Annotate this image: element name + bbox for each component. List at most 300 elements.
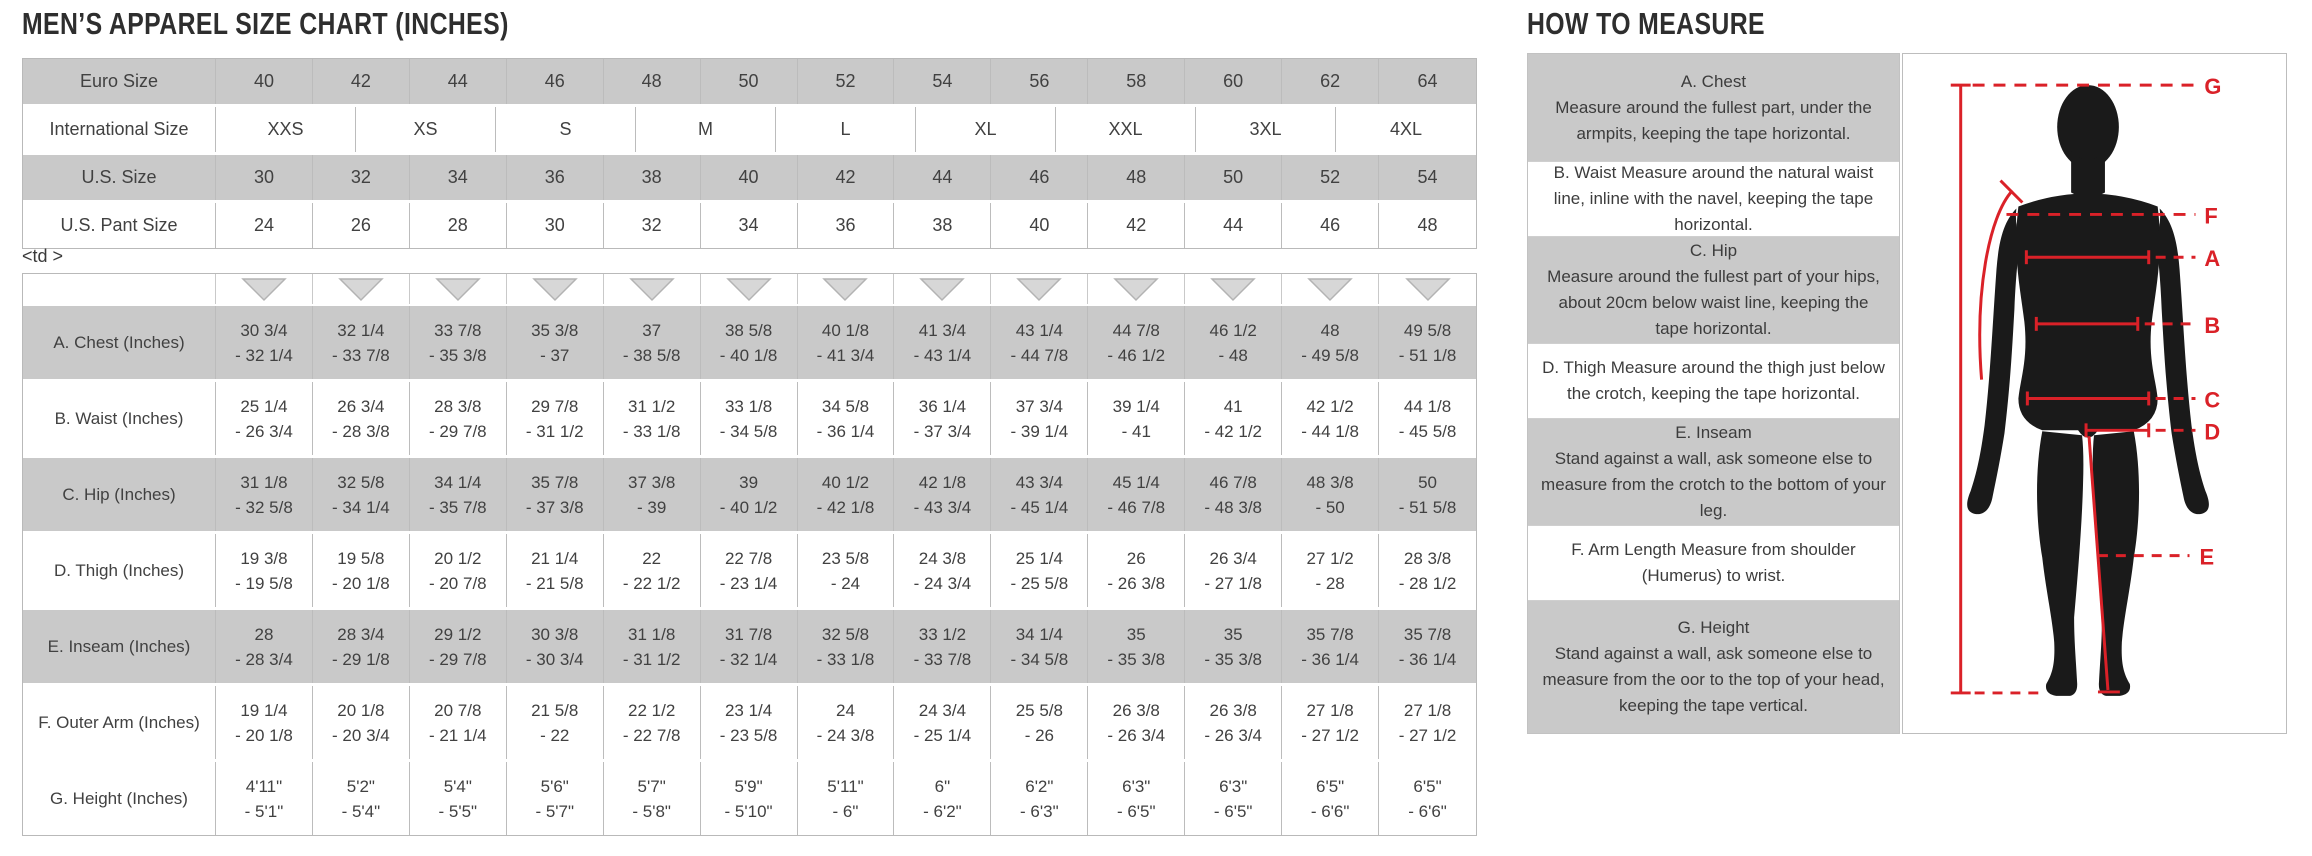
sort-header-cell[interactable] (991, 274, 1088, 304)
measure-range-cell (798, 458, 895, 531)
sort-header-cell[interactable] (701, 274, 798, 304)
measure-range-cell (1379, 686, 1476, 759)
range-upper: 35 3/8 (531, 320, 579, 340)
measure-row-label: D. Thigh (Inches) (23, 534, 216, 607)
sort-triangle-icon (822, 277, 868, 302)
range-lower: - 39 1/4 (1010, 421, 1069, 441)
measure-instruction (1528, 344, 1899, 419)
size-row-label: U.S. Size (23, 155, 216, 200)
size-cell: XXS (216, 107, 356, 152)
measure-range-cell (894, 306, 991, 379)
instruction-text: Stand against a wall, ask someone else to measure from the crotch to the bottom of your leg. (1541, 449, 1886, 520)
sort-header-cell[interactable] (1282, 274, 1379, 304)
sort-header-cell[interactable] (313, 274, 410, 304)
measure-range-cell (216, 534, 313, 607)
range-lower: - 6'5" (1116, 801, 1156, 821)
range-upper: 26 (1126, 548, 1146, 568)
range-lower: - 20 7/8 (428, 573, 487, 593)
size-cell: 4XL (1336, 107, 1476, 152)
label-G: G (2204, 74, 2222, 100)
range-upper: 30 3/4 (240, 320, 288, 340)
measure-range-cell (701, 382, 798, 455)
measure-range-cell (701, 610, 798, 683)
measure-range-cell (410, 458, 507, 531)
measure-table-row (23, 306, 1476, 382)
range-lower: - 26 3/4 (235, 421, 293, 441)
measure-range-cell (991, 610, 1088, 683)
instruction-text: Stand against a wall, ask someone else to measure from the oor to the top of your head, keeping the tape vertical. (1542, 644, 1885, 715)
sort-header-cell[interactable] (1185, 274, 1282, 304)
range-upper: 42 1/8 (918, 472, 967, 492)
measure-range-cell (894, 458, 991, 531)
range-lower: - 27 1/2 (1301, 725, 1359, 745)
size-cell: 44 (410, 59, 507, 104)
range-lower: - 44 1/8 (1301, 421, 1359, 441)
range-lower: - 29 1/8 (332, 649, 390, 669)
label-C: C (2204, 387, 2221, 413)
range-lower: - 33 1/8 (816, 649, 875, 669)
sort-header-cell[interactable] (410, 274, 507, 304)
sort-triangle-icon (1016, 277, 1062, 302)
range-lower: - 44 7/8 (1010, 345, 1069, 365)
range-lower: - 24 (830, 573, 861, 593)
measure-instruction (1528, 419, 1899, 526)
measure-range-cell (1088, 762, 1185, 835)
measure-range-cell (1088, 306, 1185, 379)
measure-range-cell (216, 458, 313, 531)
range-upper: 40 1/8 (821, 320, 870, 340)
range-upper: 39 (739, 472, 759, 492)
range-lower: - 32 5/8 (235, 497, 293, 517)
range-lower: - 46 1/2 (1107, 345, 1166, 365)
label-F: F (2204, 203, 2218, 229)
measure-range-cell (216, 686, 313, 759)
measure-range-cell (1088, 534, 1185, 607)
range-lower: - 5'1" (244, 801, 284, 821)
measure-range-cell (313, 610, 410, 683)
range-upper: 26 3/4 (1209, 548, 1257, 568)
range-lower: - 41 (1121, 421, 1151, 441)
size-cell: 44 (894, 155, 991, 200)
measure-range-cell (507, 686, 604, 759)
range-lower: - 33 1/8 (622, 421, 681, 441)
measure-range-cell (798, 534, 895, 607)
range-lower: - 42 1/2 (1204, 421, 1262, 441)
measure-instruction (1528, 601, 1899, 733)
size-cell: XS (356, 107, 496, 152)
size-cell: L (776, 107, 916, 152)
measure-table-row (23, 458, 1476, 534)
measure-range-cell (894, 762, 991, 835)
measure-range-cell (1282, 686, 1379, 759)
size-cell: 3XL (1196, 107, 1336, 152)
range-lower: - 41 3/4 (816, 345, 875, 365)
measure-range-cell (1282, 306, 1379, 379)
range-upper: 5'7" (637, 776, 666, 796)
range-lower: - 6'3" (1020, 801, 1059, 821)
range-lower: - 5'4" (341, 801, 381, 821)
range-lower: - 31 1/2 (525, 421, 584, 441)
range-upper: 42 1/2 (1306, 396, 1354, 416)
size-cell: 36 (798, 203, 895, 248)
range-lower: - 42 1/8 (816, 497, 875, 517)
size-cell: 32 (604, 203, 701, 248)
range-lower: - 38 5/8 (622, 345, 681, 365)
measure-range-cell (1379, 762, 1476, 835)
measure-row-label: C. Hip (Inches) (23, 458, 216, 531)
range-upper: 4'11" (245, 776, 283, 796)
range-upper: 20 7/8 (434, 700, 482, 720)
range-upper: 35 (1126, 624, 1146, 644)
measure-range-cell (798, 382, 895, 455)
range-lower: - 6'6" (1310, 801, 1350, 821)
range-upper: 32 5/8 (821, 624, 870, 644)
size-cell: 30 (216, 155, 313, 200)
measure-range-cell (1282, 382, 1379, 455)
sort-triangle-icon (241, 277, 287, 302)
range-lower: - 45 5/8 (1398, 421, 1457, 441)
range-upper: 21 1/4 (531, 548, 579, 568)
how-to-measure-title: HOW TO MEASURE (1527, 6, 1765, 41)
range-lower: - 27 1/2 (1398, 725, 1457, 745)
measure-range-cell (991, 686, 1088, 759)
range-upper: 6'3" (1219, 776, 1248, 796)
measure-instruction (1528, 237, 1899, 344)
sort-triangle-icon (1113, 277, 1159, 302)
range-lower: - 5'8" (632, 801, 671, 821)
range-upper: 40 1/2 (821, 472, 870, 492)
measure-table-header (23, 274, 1476, 306)
body-measurement-figure (1903, 54, 2286, 733)
size-cell: 48 (1088, 155, 1185, 200)
measure-table-row (23, 686, 1476, 762)
range-upper: 22 (642, 548, 662, 568)
measure-range-cell (507, 306, 604, 379)
range-upper: 25 1/4 (240, 396, 288, 416)
stray-markup-text: <td > (22, 246, 64, 266)
range-lower: - 39 (637, 497, 667, 517)
measurement-figure-box (1902, 53, 2287, 734)
range-upper: 30 3/8 (531, 624, 579, 644)
measure-range-cell (410, 306, 507, 379)
measure-range-cell (1379, 306, 1476, 379)
label-B: B (2204, 312, 2221, 338)
range-upper: 19 5/8 (337, 548, 385, 568)
label-E: E (2199, 544, 2215, 570)
range-upper: 22 7/8 (724, 548, 773, 568)
measure-range-cell (604, 686, 701, 759)
range-lower: - 26 3/4 (1107, 725, 1166, 745)
range-upper: 26 3/4 (337, 396, 385, 416)
range-upper: 37 3/8 (628, 472, 676, 492)
size-cell: 56 (991, 59, 1088, 104)
measure-row-label: F. Outer Arm (Inches) (23, 686, 216, 759)
sort-header-cell[interactable] (1088, 274, 1185, 304)
sort-header-cell[interactable] (1379, 274, 1476, 304)
range-lower: - 20 3/4 (332, 725, 390, 745)
range-lower: - 36 1/4 (1398, 649, 1457, 669)
measure-range-cell (410, 686, 507, 759)
range-upper: 31 1/8 (628, 624, 676, 644)
range-lower: - 37 (540, 345, 570, 365)
measure-table-row (23, 534, 1476, 610)
range-upper: 41 (1223, 396, 1243, 416)
range-lower: - 36 1/4 (816, 421, 875, 441)
measure-range-cell (1379, 534, 1476, 607)
range-lower: - 48 (1218, 345, 1248, 365)
range-upper: 32 5/8 (337, 472, 385, 492)
range-lower: - 24 3/8 (816, 725, 875, 745)
sort-triangle-icon (919, 277, 965, 302)
range-upper: 32 1/4 (337, 320, 385, 340)
range-upper: 26 3/8 (1112, 700, 1160, 720)
range-upper: 28 3/8 (1403, 548, 1452, 568)
range-upper: 21 5/8 (531, 700, 579, 720)
measure-range-cell (507, 762, 604, 835)
range-upper: 5'2" (346, 776, 375, 796)
range-upper: 39 1/4 (1112, 396, 1160, 416)
size-cell: 50 (701, 59, 798, 104)
size-cell: 24 (216, 203, 313, 248)
measure-instruction (1528, 54, 1899, 162)
sort-header-cell[interactable] (604, 274, 701, 304)
measure-range-cell (313, 686, 410, 759)
sort-triangle-icon (338, 277, 384, 302)
range-upper: 23 5/8 (821, 548, 870, 568)
measure-range-cell (1282, 610, 1379, 683)
sort-triangle-icon (1210, 277, 1256, 302)
size-cell: 40 (216, 59, 313, 104)
range-lower: - 34 1/4 (332, 497, 390, 517)
size-cell: 34 (410, 155, 507, 200)
range-lower: - 23 1/4 (719, 573, 778, 593)
range-lower: - 29 7/8 (428, 649, 487, 669)
measure-range-cell (507, 382, 604, 455)
measure-range-cell (604, 762, 701, 835)
instruction-title: E. Inseam (1675, 423, 1752, 442)
range-lower: - 25 1/4 (913, 725, 972, 745)
measure-instruction (1528, 526, 1899, 601)
range-upper: 28 3/8 (434, 396, 482, 416)
sort-header-cell[interactable] (216, 274, 313, 304)
measure-range-cell (991, 306, 1088, 379)
measure-range-cell (507, 458, 604, 531)
range-upper: 24 (836, 700, 855, 720)
range-lower: - 43 3/4 (913, 497, 972, 517)
sort-header-cell[interactable] (507, 274, 604, 304)
range-upper: 50 (1418, 472, 1437, 492)
sort-header-cell[interactable] (798, 274, 895, 304)
range-lower: - 21 1/4 (428, 725, 487, 745)
measure-range-cell (991, 534, 1088, 607)
measure-table-row (23, 382, 1476, 458)
size-cell: 46 (507, 59, 604, 104)
measure-range-cell (216, 610, 313, 683)
measure-range-cell (1088, 382, 1185, 455)
measure-range-cell (313, 382, 410, 455)
measure-range-cell (604, 382, 701, 455)
range-lower: - 28 3/4 (235, 649, 293, 669)
measure-instruction (1528, 162, 1899, 237)
size-cell: 40 (991, 203, 1088, 248)
range-upper: 35 (1223, 624, 1243, 644)
measure-range-cell (1282, 534, 1379, 607)
range-upper: 29 7/8 (531, 396, 579, 416)
size-cell: 44 (1185, 203, 1282, 248)
range-upper: 44 1/8 (1403, 396, 1452, 416)
range-upper: 27 1/8 (1306, 700, 1354, 720)
measure-range-cell (991, 382, 1088, 455)
size-cell: 48 (604, 59, 701, 104)
instruction-text: D. Thigh Measure around the thigh just below the crotch, keeping the tape horizontal. (1542, 358, 1885, 403)
range-lower: - 22 (540, 725, 570, 745)
range-lower: - 20 1/8 (235, 725, 293, 745)
measure-range-cell (313, 534, 410, 607)
body-measurements-table (22, 273, 1477, 836)
range-upper: 5'11" (827, 776, 864, 796)
range-upper: 6'3" (1122, 776, 1151, 796)
measure-range-cell (1185, 610, 1282, 683)
measure-range-cell (1282, 458, 1379, 531)
international-sizes (216, 107, 1476, 152)
measure-range-cell (701, 762, 798, 835)
range-upper: 24 3/8 (918, 548, 967, 568)
label-D: D (2204, 419, 2221, 445)
size-row-label: U.S. Pant Size (23, 203, 216, 248)
size-cell: 52 (1282, 155, 1379, 200)
range-lower: - 45 1/4 (1010, 497, 1069, 517)
size-cell: 34 (701, 203, 798, 248)
measure-range-cell (701, 458, 798, 531)
range-lower: - 28 1/2 (1398, 573, 1457, 593)
sort-header-cell[interactable] (894, 274, 991, 304)
size-cell: 54 (1379, 155, 1476, 200)
range-lower: - 35 3/8 (1107, 649, 1166, 669)
instruction-text: F. Arm Length Measure from shoulder (Humerus) to wrist. (1571, 540, 1856, 585)
size-table-row (23, 107, 1476, 155)
range-upper: 27 1/2 (1306, 548, 1354, 568)
size-cell: 28 (410, 203, 507, 248)
range-upper: 44 7/8 (1112, 320, 1160, 340)
size-cell: 42 (1088, 203, 1185, 248)
measure-row-label: E. Inseam (Inches) (23, 610, 216, 683)
measure-range-cell (1088, 610, 1185, 683)
size-cell: 26 (313, 203, 410, 248)
range-upper: 23 1/4 (724, 700, 773, 720)
range-upper: 34 1/4 (1015, 624, 1063, 644)
size-table-row (23, 59, 1476, 107)
range-lower: - 35 7/8 (428, 497, 487, 517)
range-lower: - 37 3/4 (913, 421, 972, 441)
size-table-row (23, 203, 1476, 248)
size-cell: 46 (991, 155, 1088, 200)
size-cell: S (496, 107, 636, 152)
measure-range-cell (991, 762, 1088, 835)
measure-range-cell (1185, 686, 1282, 759)
range-lower: - 5'5" (438, 801, 478, 821)
size-cell: 48 (1379, 203, 1476, 248)
range-lower: - 6'6" (1408, 801, 1447, 821)
size-cell: 32 (313, 155, 410, 200)
range-upper: 43 3/4 (1015, 472, 1063, 492)
range-upper: 35 7/8 (1403, 624, 1452, 644)
range-lower: - 32 1/4 (719, 649, 778, 669)
range-lower: - 5'10" (724, 801, 773, 821)
range-lower: - 20 1/8 (332, 573, 390, 593)
range-lower: - 21 5/8 (525, 573, 584, 593)
range-lower: - 25 5/8 (1010, 573, 1069, 593)
range-upper: 28 (254, 624, 274, 644)
range-lower: - 31 1/2 (622, 649, 681, 669)
body-silhouette (1967, 85, 2209, 696)
measure-range-cell (507, 534, 604, 607)
measure-range-cell (1185, 762, 1282, 835)
sort-triangle-icon (532, 277, 578, 302)
size-conversion-table (22, 58, 1477, 249)
range-upper: 46 1/2 (1209, 320, 1257, 340)
range-lower: - 22 7/8 (622, 725, 681, 745)
range-upper: 5'9" (734, 776, 763, 796)
range-lower: - 32 1/4 (235, 345, 293, 365)
range-upper: 31 7/8 (724, 624, 773, 644)
range-lower: - 51 5/8 (1398, 497, 1457, 517)
range-upper: 19 1/4 (240, 700, 288, 720)
measure-row-label: B. Waist (Inches) (23, 382, 216, 455)
measure-range-cell (1185, 306, 1282, 379)
measure-range-cell (701, 534, 798, 607)
range-upper: 36 1/4 (918, 396, 967, 416)
instruction-title: G. Height (1677, 618, 1750, 637)
measure-range-cell (604, 534, 701, 607)
range-upper: 34 1/4 (434, 472, 482, 492)
sort-triangle-icon (1307, 277, 1353, 302)
range-upper: 33 1/8 (724, 396, 773, 416)
range-upper: 46 7/8 (1209, 472, 1257, 492)
measure-range-cell (604, 306, 701, 379)
measure-range-cell (410, 610, 507, 683)
size-cell: 62 (1282, 59, 1379, 104)
range-upper: 25 5/8 (1015, 700, 1063, 720)
size-cell: 42 (798, 155, 895, 200)
range-upper: 37 (642, 320, 662, 340)
measure-range-cell (410, 382, 507, 455)
size-cell: 38 (604, 155, 701, 200)
size-cell: 40 (701, 155, 798, 200)
range-upper: 37 3/4 (1015, 396, 1063, 416)
measure-range-cell (313, 306, 410, 379)
range-lower: - 34 5/8 (719, 421, 778, 441)
range-lower: - 33 7/8 (913, 649, 972, 669)
size-cell: 30 (507, 203, 604, 248)
measure-range-cell (1379, 382, 1476, 455)
measure-range-cell (313, 458, 410, 531)
size-row-label: International Size (23, 107, 216, 152)
measure-range-cell (1088, 458, 1185, 531)
measure-range-cell (1379, 458, 1476, 531)
size-cell: M (636, 107, 776, 152)
measure-range-cell (894, 610, 991, 683)
sort-triangle-icon (629, 277, 675, 302)
size-table-row (23, 155, 1476, 203)
range-lower: - 27 1/8 (1204, 573, 1262, 593)
sort-triangle-icon (435, 277, 481, 302)
range-upper: 38 5/8 (724, 320, 773, 340)
range-lower: - 26 3/8 (1107, 573, 1166, 593)
measure-table-row (23, 610, 1476, 686)
measure-row-label: A. Chest (Inches) (23, 306, 216, 379)
range-upper: 49 5/8 (1403, 320, 1452, 340)
instruction-title: A. Chest (1680, 71, 1747, 91)
